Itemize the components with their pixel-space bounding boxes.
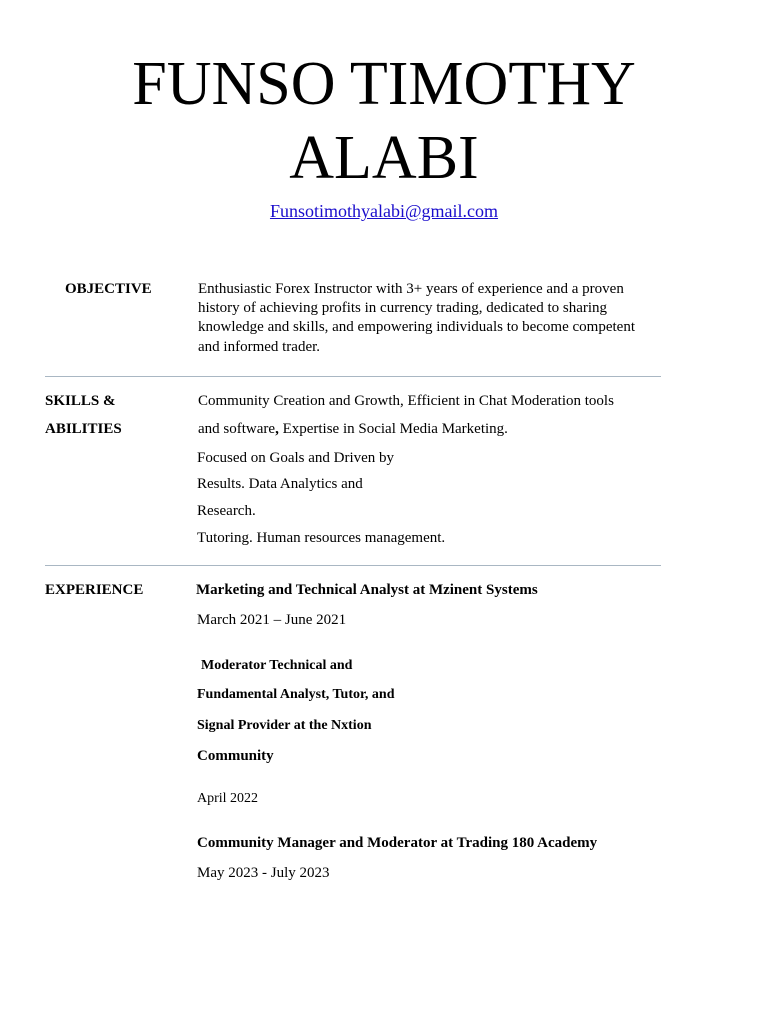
name-heading-line2: ALABI bbox=[289, 124, 479, 192]
job-title-line: Fundamental Analyst, Tutor, and bbox=[197, 687, 395, 702]
skills-line-comma: , bbox=[275, 421, 279, 437]
section-divider bbox=[45, 565, 661, 566]
skills-line-part: Expertise in Social Media Marketing. bbox=[278, 421, 508, 437]
skills-heading-line1: SKILLS & bbox=[45, 393, 116, 409]
skills-line: Results. Data Analytics and bbox=[197, 476, 363, 492]
name-heading-line1: FUNSO TIMOTHY bbox=[132, 50, 636, 118]
objective-heading: OBJECTIVE bbox=[65, 281, 152, 297]
job-title-line: Signal Provider at the Nxtion bbox=[197, 718, 372, 733]
email-link[interactable]: Funsotimothyalabi@gmail.com bbox=[269, 201, 499, 221]
skills-line bbox=[198, 419, 508, 439]
objective-line: knowledge and skills, and empowering individuals to become competent bbox=[198, 319, 635, 335]
job-dates: April 2022 bbox=[197, 791, 259, 806]
job-title-line: Moderator Technical and bbox=[201, 658, 353, 673]
section-divider bbox=[45, 376, 661, 377]
email-container bbox=[0, 199, 768, 223]
job-dates: May 2023 - July 2023 bbox=[197, 865, 330, 881]
skills-line: Community Creation and Growth, Efficient in Chat Moderation tools bbox=[198, 393, 614, 409]
skills-line: Tutoring. Human resources management. bbox=[197, 530, 446, 546]
job-title-line: Community bbox=[197, 748, 274, 764]
skills-line-part: and software bbox=[198, 421, 276, 437]
skills-heading-line2: ABILITIES bbox=[45, 421, 122, 437]
experience-heading: EXPERIENCE bbox=[45, 582, 144, 598]
skills-line: Focused on Goals and Driven by bbox=[197, 450, 395, 466]
job-dates: March 2021 – June 2021 bbox=[197, 612, 347, 628]
objective-line: history of achieving profits in currency trading, dedicated to sharing bbox=[198, 300, 608, 316]
job-title: Community Manager and Moderator at Trading 180 Academy bbox=[197, 835, 598, 851]
objective-line: and informed trader. bbox=[198, 339, 321, 355]
job-title: Marketing and Technical Analyst at Mzinent Systems bbox=[196, 582, 538, 598]
objective-line: Enthusiastic Forex Instructor with 3+ years of experience and a proven bbox=[198, 281, 624, 297]
skills-line: Research. bbox=[197, 503, 256, 519]
